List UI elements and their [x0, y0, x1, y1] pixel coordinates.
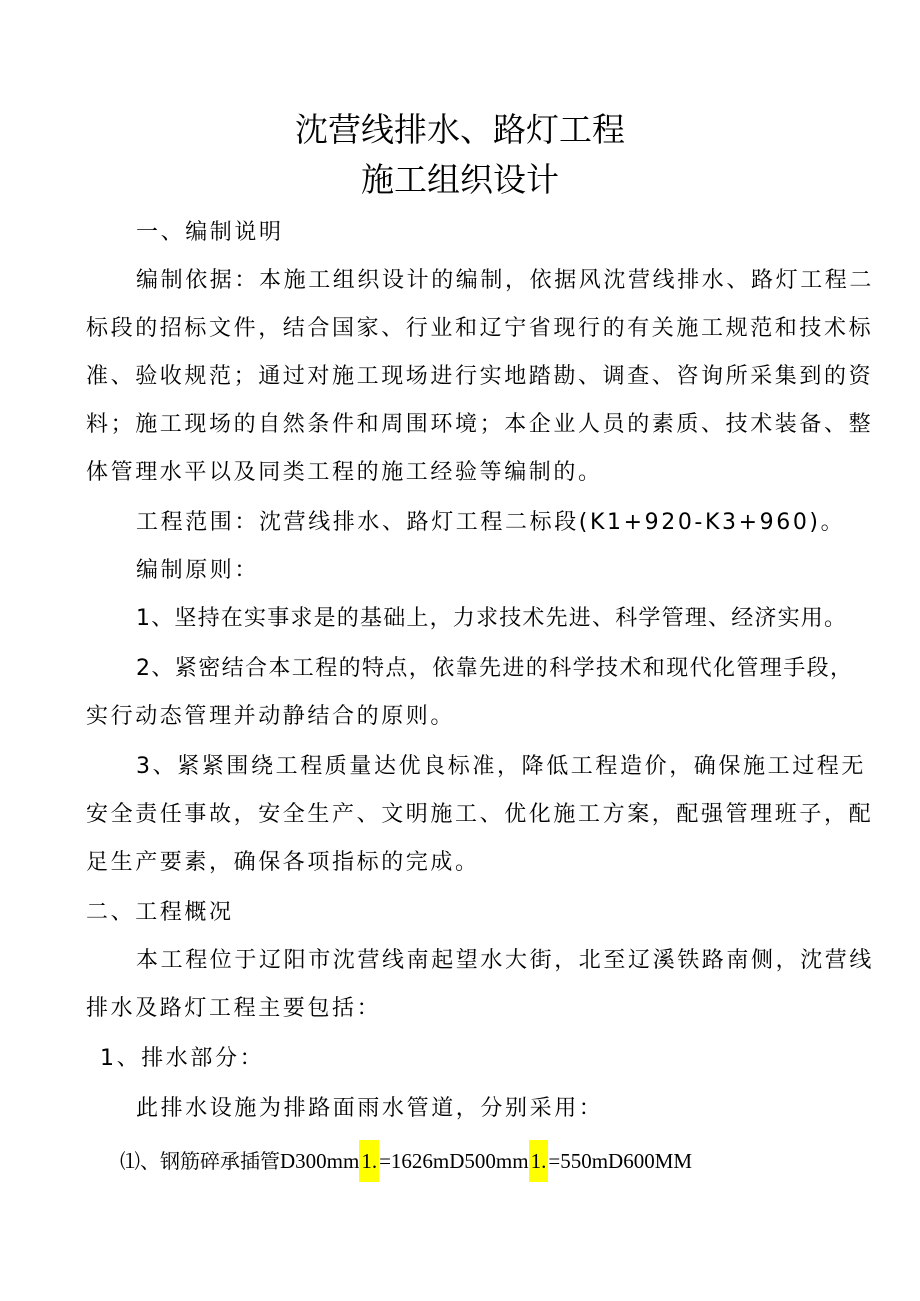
basis-line-4: 料；施工现场的自然条件和周围环境；本企业人员的素质、技术装备、整 [86, 412, 874, 437]
principle-3-line-3: 足生产要素，确保各项指标的完成。 [86, 850, 480, 875]
principle-2-line-2: 实行动态管理并动静结合的原则。 [86, 704, 456, 729]
scope-line: 工程范围：沈营线排水、路灯工程二标段(K1+920-K3+960)。 [136, 510, 846, 535]
overview-line-1: 本工程位于辽阳市沈营线南起望水大街，北至辽溪铁路南侧，沈营线 [136, 948, 875, 973]
pipe-spec-part1: D300mm [280, 1149, 360, 1173]
pipe-spec-highlight-2: 1. [529, 1140, 549, 1182]
section-heading-2: 二、工程概况 [86, 900, 234, 925]
drainage-intro: 此排水设施为排路面雨水管道，分别采用： [136, 1096, 604, 1121]
pipe-spec-part3: =550mD600MM [548, 1149, 693, 1173]
principle-2-line-1: 2、紧密结合本工程的特点，依靠先进的科学技术和现代化管理手段， [136, 656, 854, 681]
pipe-spec-highlight-1: 1. [359, 1140, 379, 1182]
drainage-title: 1、排水部分： [100, 1046, 265, 1071]
pipe-spec-line [120, 1146, 692, 1176]
section-heading-1: 一、编制说明 [136, 220, 284, 245]
principle-3-line-2: 安全责任事故，安全生产、文明施工、优化施工方案，配强管理班子，配 [86, 802, 874, 827]
pipe-spec-part2: =1626mD500mm [379, 1149, 529, 1173]
basis-line-5: 体管理水平以及同类工程的施工经验等编制的。 [86, 460, 603, 485]
principle-3-line-1: 3、紧紧围绕工程质量达优良标准，降低工程造价，确保施工过程无 [136, 754, 866, 779]
pipe-spec-prefix: ⑴、钢筋碎承插管 [120, 1149, 280, 1173]
principle-1: 1、坚持在实事求是的基础上，力求技术先进、科学管理、经济实用。 [136, 606, 848, 631]
basis-line-3: 准、验收规范；通过对施工现场进行实地踏勘、调查、咨询所采集到的资 [86, 364, 874, 389]
basis-line-1: 编制依据：本施工组织设计的编制，依据风沈营线排水、路灯工程二 [136, 268, 875, 293]
document-title-line2: 施工组织设计 [361, 160, 559, 199]
overview-line-2: 排水及路灯工程主要包括： [86, 996, 382, 1021]
document-title-line1: 沈营线排水、路灯工程 [295, 110, 625, 149]
principles-title: 编制原则： [136, 558, 260, 583]
basis-line-2: 标段的招标文件，结合国家、行业和辽宁省现行的有关施工规范和技术标 [86, 316, 874, 341]
